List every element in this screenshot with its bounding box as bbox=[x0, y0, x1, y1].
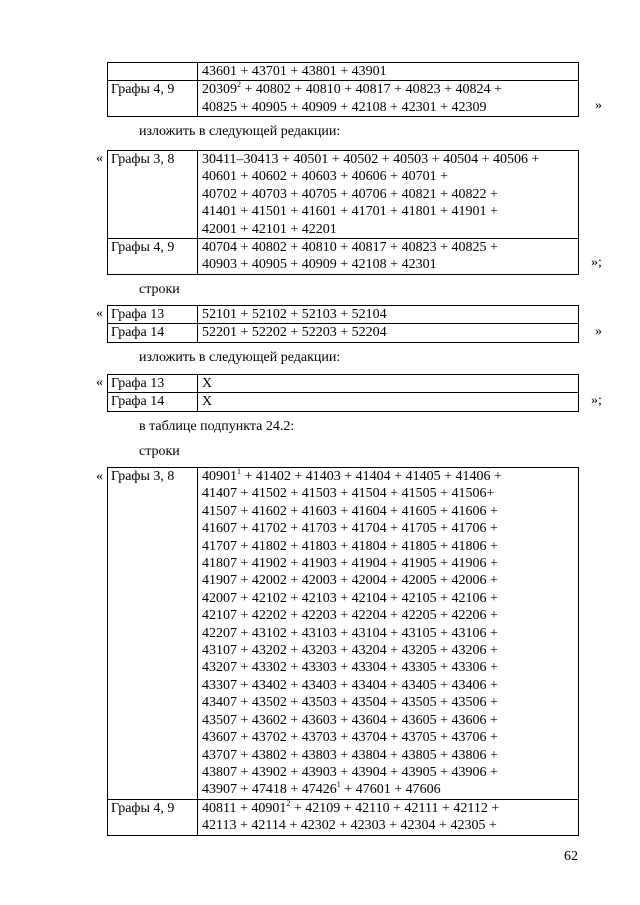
formula-line: 41607 + 41702 + 41703 + 41704 + 41705 + 41706 + bbox=[202, 521, 498, 537]
superscript: 2 bbox=[286, 798, 291, 808]
superscript: 1 bbox=[237, 467, 241, 476]
table-5 bbox=[107, 467, 579, 836]
table-2 bbox=[107, 150, 579, 275]
formula-text: 40901 bbox=[202, 469, 237, 484]
formula-line: 43607 + 43702 + 43703 + 43704 + 43705 + 43706 + bbox=[202, 730, 498, 746]
paragraph: изложить в следующей редакции: bbox=[139, 350, 341, 365]
table-cell-value: 52201 + 52202 + 52203 + 52204 bbox=[198, 324, 579, 342]
table-row bbox=[108, 81, 579, 117]
formula-line: 42207 + 43102 + 43103 + 43104 + 43105 + 43106 + bbox=[202, 625, 498, 641]
table-row bbox=[108, 393, 579, 411]
table-row bbox=[108, 468, 579, 800]
table-cell-label: Графы 4, 9 bbox=[108, 81, 198, 117]
table-cell-label: Графы 3, 8 bbox=[108, 468, 198, 800]
formula-line bbox=[202, 468, 578, 485]
formula-line: 42001 + 42101 + 42201 bbox=[202, 221, 337, 237]
formula-line: 42107 + 42202 + 42203 + 42204 + 42205 + 42206 + bbox=[202, 608, 498, 624]
table-cell-label: Графа 14 bbox=[108, 393, 198, 411]
close-quote: »; bbox=[591, 255, 602, 270]
table-row bbox=[108, 324, 579, 342]
formula-line bbox=[202, 800, 578, 817]
formula-line: 43207 + 43302 + 43303 + 43304 + 43305 + 43306 + bbox=[202, 660, 498, 676]
table-row bbox=[108, 306, 579, 324]
close-quote: » bbox=[595, 324, 602, 339]
paragraph: в таблице подпункта 24.2: bbox=[139, 419, 295, 434]
formula-line: 41401 + 41501 + 41601 + 41701 + 41801 + 41901 + bbox=[202, 204, 498, 220]
table-cell-value bbox=[198, 63, 579, 81]
formula-text: + 40802 + 40810 + 40817 + 40823 + 40824 + bbox=[241, 82, 502, 98]
formula-line: 30411–30413 + 40501 + 40502 + 40503 + 40504 + 40506 + bbox=[202, 152, 540, 167]
formula-line: 43107 + 43202 + 43203 + 43204 + 43205 + 43206 + bbox=[202, 643, 498, 659]
superscript: 2 bbox=[237, 80, 241, 90]
table-cell-label: Графа 13 bbox=[108, 375, 198, 393]
open-quote: « bbox=[96, 375, 103, 390]
formula-text: 40811 + 40901 bbox=[202, 800, 287, 816]
open-quote: « bbox=[96, 469, 103, 484]
formula-line: 43707 + 43802 + 43803 + 43804 + 43805 + 43806 + bbox=[202, 747, 498, 763]
table-row bbox=[108, 375, 579, 393]
formula-line: 43507 + 43602 + 43603 + 43604 + 43605 + 43606 + bbox=[202, 712, 498, 728]
table-4 bbox=[107, 374, 579, 412]
table-cell-value: 52101 + 52102 + 52103 + 52104 bbox=[198, 306, 579, 324]
formula-text: + 47601 + 47606 bbox=[340, 782, 441, 798]
formula-text: 43907 + 47418 + 47426 bbox=[202, 782, 337, 798]
page-number: 62 bbox=[564, 849, 578, 864]
formula-line: 43601 + 43701 + 43801 + 43901 bbox=[202, 64, 387, 79]
table-row bbox=[108, 799, 579, 835]
paragraph: изложить в следующей редакции: bbox=[139, 124, 341, 139]
table-row bbox=[108, 239, 579, 275]
paragraph: строки bbox=[139, 282, 180, 297]
formula-line: 41407 + 41502 + 41503 + 41504 + 41505 + 41506+ bbox=[202, 486, 495, 502]
formula-line: 40825 + 40905 + 40909 + 42108 + 42301 + 42309 bbox=[202, 99, 487, 115]
formula-line: 40702 + 40703 + 40705 + 40706 + 40821 + 40822 + bbox=[202, 186, 498, 202]
table-cell-value bbox=[198, 239, 579, 275]
table-3 bbox=[107, 305, 579, 343]
table-cell-value: Х bbox=[198, 375, 579, 393]
formula-line: 43307 + 43402 + 43403 + 43404 + 43405 + 43406 + bbox=[202, 677, 498, 693]
formula-line bbox=[202, 81, 578, 98]
formula-line: 41807 + 41902 + 41903 + 41904 + 41905 + 41906 + bbox=[202, 556, 498, 572]
paragraph: строки bbox=[139, 444, 180, 459]
table-cell-label: Графы 3, 8 bbox=[108, 151, 198, 239]
formula-text: + 41402 + 41403 + 41404 + 41405 + 41406 + bbox=[241, 469, 502, 484]
table-cell-label: Графа 13 bbox=[108, 306, 198, 324]
table-cell-value bbox=[198, 151, 579, 239]
formula-text: + 42109 + 42110 + 42111 + 42112 + bbox=[290, 800, 500, 816]
formula-line: 42007 + 42102 + 42103 + 42104 + 42105 + 42106 + bbox=[202, 590, 498, 606]
table-row bbox=[108, 151, 579, 239]
table-row bbox=[108, 63, 579, 81]
formula-line: 40704 + 40802 + 40810 + 40817 + 40823 + 40825 + bbox=[202, 240, 498, 256]
formula-line: 43407 + 43502 + 43503 + 43504 + 43505 + 43506 + bbox=[202, 695, 498, 711]
table-cell-value bbox=[198, 799, 579, 835]
formula-line: 43807 + 43902 + 43903 + 43904 + 43905 + 43906 + bbox=[202, 764, 498, 780]
formula-line: 42113 + 42114 + 42302 + 42303 + 42304 + 42305 + bbox=[202, 818, 497, 834]
formula-line: 41707 + 41802 + 41803 + 41804 + 41805 + 41806 + bbox=[202, 538, 498, 554]
table-cell-label: Графа 14 bbox=[108, 324, 198, 342]
formula-line bbox=[202, 781, 578, 798]
table-cell-label: Графы 4, 9 bbox=[108, 799, 198, 835]
formula-text: 20309 bbox=[202, 82, 237, 98]
table-cell-label bbox=[108, 63, 198, 81]
close-quote: »; bbox=[591, 393, 602, 408]
formula-line: 40601 + 40602 + 40603 + 40606 + 40701 + bbox=[202, 169, 448, 185]
formula-line: 41507 + 41602 + 41603 + 41604 + 41605 + 41606 + bbox=[202, 503, 498, 519]
formula-line: 40903 + 40905 + 40909 + 42108 + 42301 bbox=[202, 257, 437, 273]
table-cell-value bbox=[198, 468, 579, 800]
table-cell-value: Х bbox=[198, 393, 579, 411]
table-cell-value bbox=[198, 81, 579, 117]
open-quote: « bbox=[96, 306, 103, 321]
open-quote: « bbox=[96, 151, 103, 166]
superscript: 1 bbox=[336, 780, 341, 790]
table-cell-label: Графы 4, 9 bbox=[108, 239, 198, 275]
close-quote: » bbox=[595, 98, 602, 113]
formula-line: 41907 + 42002 + 42003 + 42004 + 42005 + 42006 + bbox=[202, 573, 498, 589]
table-1 bbox=[107, 62, 579, 117]
